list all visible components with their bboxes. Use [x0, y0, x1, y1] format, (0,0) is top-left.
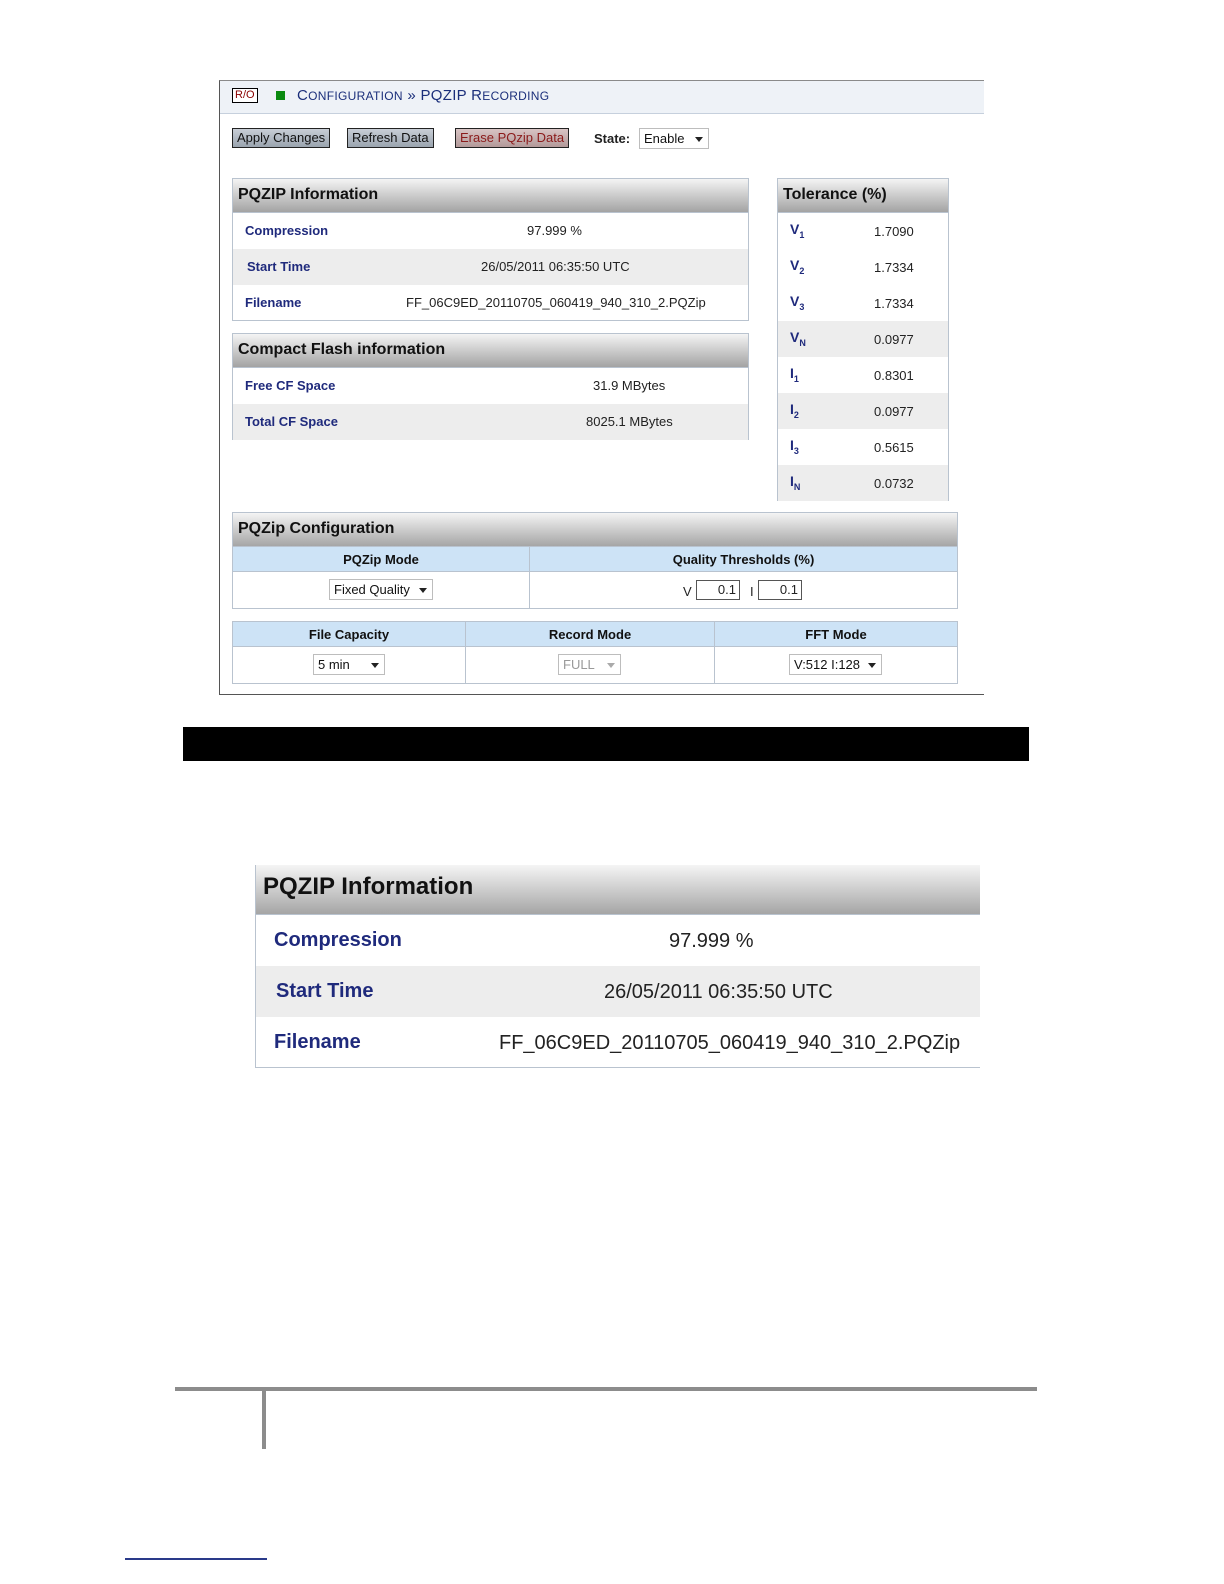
- start-time-value: 26/05/2011 06:35:50 UTC: [481, 259, 630, 274]
- filename-value: FF_06C9ED_20110705_060419_940_310_2.PQZip: [499, 1032, 961, 1054]
- file-capacity-header: File Capacity: [233, 622, 466, 647]
- record-mode-value: FULL: [563, 657, 595, 672]
- threshold-v-input[interactable]: 0.1: [696, 580, 740, 600]
- read-only-badge: R/O: [232, 88, 258, 103]
- file-capacity-select[interactable]: [313, 654, 385, 675]
- filename-label: Filename: [274, 1031, 361, 1053]
- chevron-down-icon: [868, 663, 876, 668]
- pqzip-configuration-header: [232, 512, 958, 546]
- threshold-v-label: V: [683, 584, 692, 599]
- pqzip-config-table: [232, 546, 958, 609]
- record-mode-header: Record Mode: [466, 622, 715, 647]
- fft-mode-header: FFT Mode: [715, 622, 958, 647]
- breadcrumb-section[interactable]: CONFIGURATION: [297, 87, 403, 104]
- table-row: [233, 285, 748, 321]
- tolerance-value: 0.0977: [874, 332, 914, 347]
- breadcrumb-page: PQZIP RECORDING: [420, 87, 550, 104]
- record-mode-select: [558, 654, 621, 675]
- pqzip-information-panel: [232, 178, 749, 321]
- refresh-data-button[interactable]: Refresh Data: [347, 128, 434, 148]
- breadcrumb-separator: »: [407, 87, 416, 104]
- tolerance-row: [778, 249, 948, 285]
- state-label: State:: [594, 131, 631, 146]
- apply-changes-button[interactable]: Apply Changes: [232, 128, 330, 148]
- tolerance-symbol: $I_2$: [790, 401, 799, 420]
- file-capacity-value: 5 min: [318, 657, 350, 672]
- status-indicator-icon: [276, 91, 285, 100]
- caption-bar: [183, 727, 1029, 761]
- tolerance-row: [778, 357, 948, 393]
- tolerance-panel: [777, 178, 949, 501]
- pqzip-mode-cell: [233, 572, 530, 609]
- breadcrumb: [297, 87, 549, 104]
- compression-label: Compression: [245, 223, 329, 238]
- threshold-i-label: I: [750, 584, 754, 599]
- tolerance-symbol: $V_1$: [790, 221, 805, 240]
- fft-mode-cell: [715, 647, 958, 684]
- chevron-down-icon: [371, 663, 379, 668]
- threshold-i-input[interactable]: 0.1: [758, 580, 802, 600]
- tolerance-row: [778, 393, 948, 429]
- tolerance-row: [778, 285, 948, 321]
- pqzip-information-title: PQZIP Information: [256, 865, 980, 915]
- tolerance-symbol: $V_3$: [790, 293, 805, 312]
- pqzip-mode-select[interactable]: [329, 579, 433, 600]
- compression-label: Compression: [274, 929, 402, 951]
- total-cf-space-label: Total CF Space: [245, 414, 338, 429]
- tolerance-symbol: $I_3$: [790, 437, 799, 456]
- erase-pqzip-data-button[interactable]: Erase PQzip Data: [455, 128, 569, 148]
- compact-flash-panel: [232, 333, 749, 440]
- footnote-rule: [125, 1558, 267, 1560]
- tolerance-value: 0.0977: [874, 404, 914, 419]
- quality-thresholds-header: Quality Thresholds (%): [530, 547, 958, 572]
- pqzip-mode-header: PQZip Mode: [233, 547, 530, 572]
- tolerance-value: 0.5615: [874, 440, 914, 455]
- file-config-table: [232, 621, 958, 684]
- pqzip-information-zoom: [255, 865, 980, 1068]
- tolerance-symbol: $V_N$: [790, 329, 806, 348]
- footer-rule: [175, 1387, 1037, 1391]
- tolerance-value: 1.7334: [874, 260, 914, 275]
- tolerance-row: [778, 429, 948, 465]
- state-select[interactable]: [639, 128, 709, 149]
- pqzip-configuration-title: PQZip Configuration: [233, 513, 957, 547]
- compact-flash-title: Compact Flash information: [233, 334, 748, 368]
- table-row: [256, 1017, 980, 1068]
- pqzip-recording-screenshot: [219, 80, 984, 695]
- tolerance-row: [778, 465, 948, 501]
- tolerance-row: [778, 213, 948, 249]
- footer-divider: [262, 1390, 266, 1449]
- table-row: [233, 404, 748, 440]
- chevron-down-icon: [607, 663, 615, 668]
- tolerance-symbol: $I_N$: [790, 473, 801, 492]
- table-row: [233, 368, 748, 404]
- filename-label: Filename: [245, 295, 302, 310]
- chevron-down-icon: [695, 137, 703, 142]
- pqzip-information-title: PQZIP Information: [233, 179, 748, 213]
- title-bar: [220, 81, 984, 114]
- fft-mode-select[interactable]: [789, 654, 882, 675]
- tolerance-value: 1.7090: [874, 224, 914, 239]
- tolerance-value: 0.8301: [874, 368, 914, 383]
- filename-value: FF_06C9ED_20110705_060419_940_310_2.PQZip: [406, 295, 706, 310]
- file-capacity-cell: [233, 647, 466, 684]
- tolerance-value: 0.0732: [874, 476, 914, 491]
- table-row: [233, 249, 748, 285]
- table-row: [256, 966, 980, 1017]
- total-cf-space-value: 8025.1 MBytes: [586, 414, 673, 429]
- tolerance-row: [778, 321, 948, 357]
- fft-mode-value: V:512 I:128: [794, 657, 861, 672]
- tolerance-symbol: $I_1$: [790, 365, 799, 384]
- tolerance-symbol: $V_2$: [790, 257, 805, 276]
- compression-value: 97.999 %: [669, 930, 754, 952]
- table-row: [233, 213, 748, 249]
- table-row: [256, 915, 980, 966]
- quality-thresholds-cell: [530, 572, 958, 609]
- start-time-value: 26/05/2011 06:35:50 UTC: [604, 981, 833, 1003]
- tolerance-title: Tolerance (%): [778, 179, 948, 213]
- pqzip-mode-value: Fixed Quality: [334, 582, 410, 597]
- tolerance-value: 1.7334: [874, 296, 914, 311]
- free-cf-space-value: 31.9 MBytes: [593, 378, 666, 393]
- state-select-value: Enable: [644, 131, 685, 146]
- start-time-label: Start Time: [276, 980, 374, 1002]
- record-mode-cell: [466, 647, 715, 684]
- start-time-label: Start Time: [247, 259, 311, 274]
- compression-value: 97.999 %: [527, 223, 582, 238]
- chevron-down-icon: [419, 588, 427, 593]
- free-cf-space-label: Free CF Space: [245, 378, 336, 393]
